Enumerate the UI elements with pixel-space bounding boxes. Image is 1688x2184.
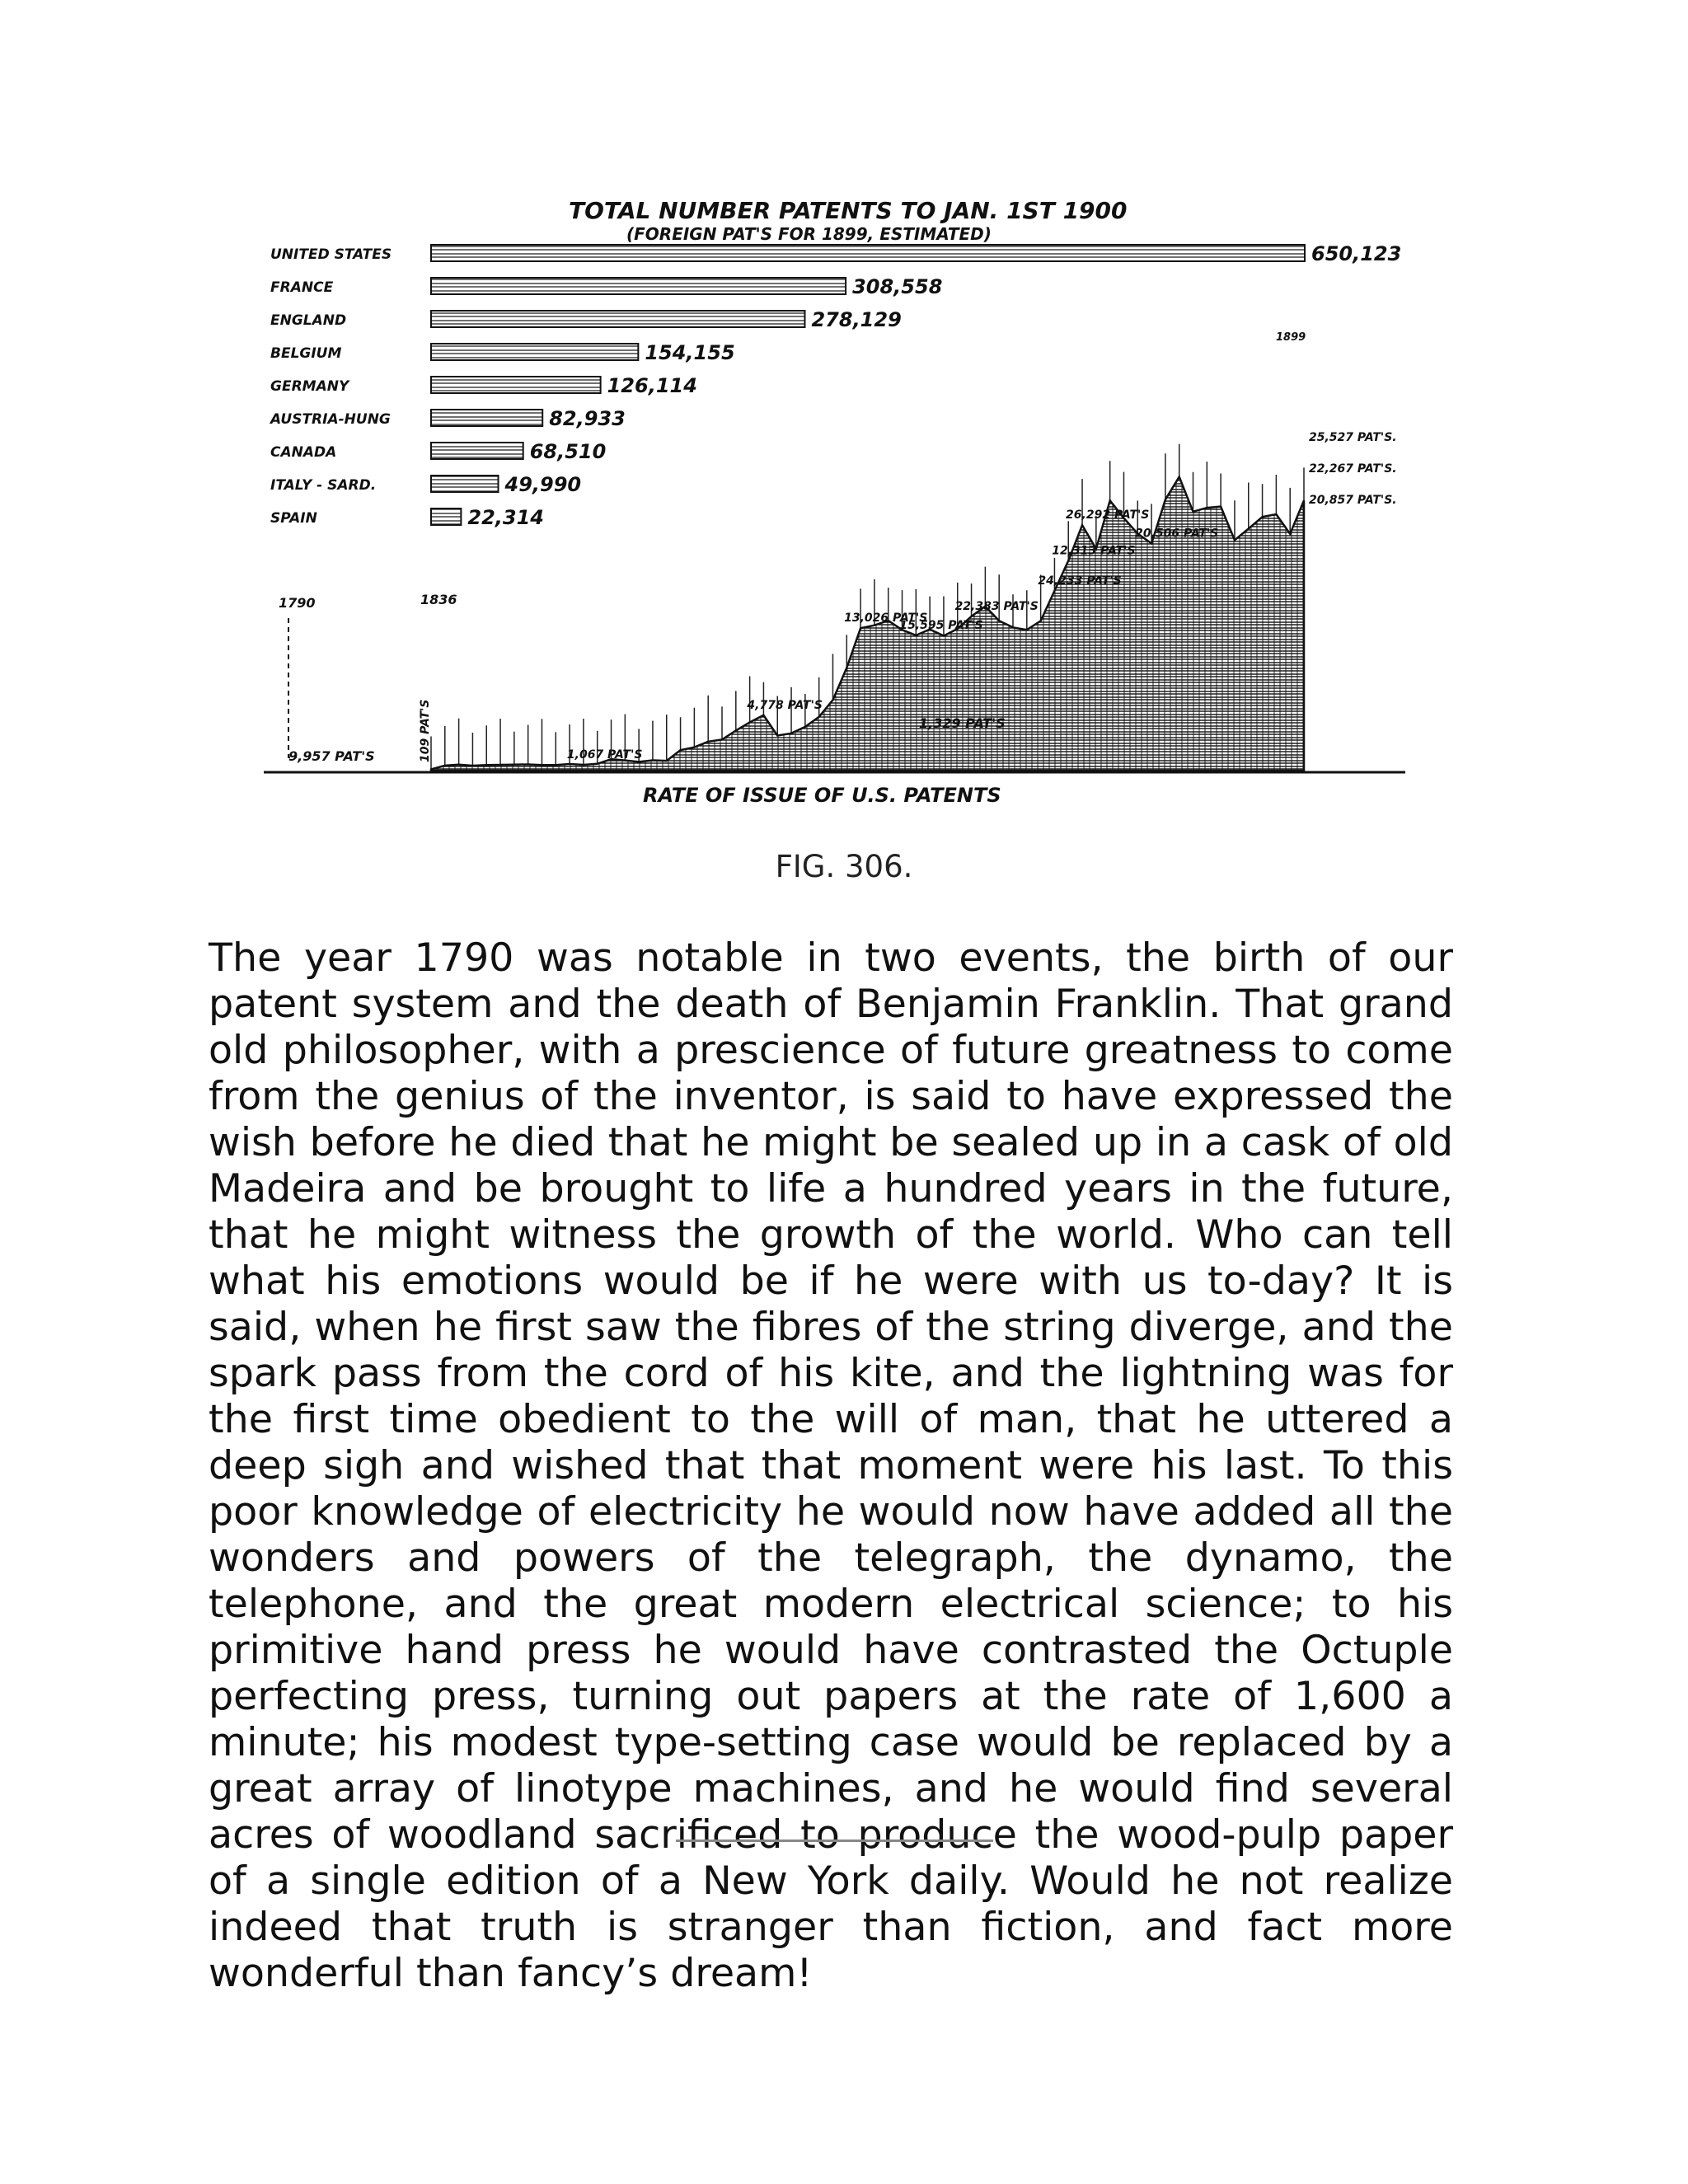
country-bar	[431, 311, 804, 327]
issue-value-label: 20,506 PAT'S	[1135, 527, 1219, 541]
patent-statistics-figure	[264, 194, 1418, 820]
country-label: GERMANY	[270, 378, 349, 395]
country-label: SPAIN	[270, 510, 317, 527]
country-label: ENGLAND	[270, 312, 347, 329]
figure-bottom-label: RATE OF ISSUE OF U.S. PATENTS	[643, 784, 1001, 807]
country-label: ITALY - SARD.	[270, 477, 377, 494]
country-bar	[431, 377, 601, 393]
chart-annotation: 9,957 PAT'S	[288, 748, 375, 764]
country-value-label: 22,314	[467, 506, 545, 529]
rate-of-issue-chart	[264, 331, 1405, 772]
country-bar	[431, 278, 846, 294]
country-bar	[431, 245, 1305, 261]
issue-value-label: 24,233 PAT'S	[1038, 574, 1122, 588]
issue-value-label: 22,383 PAT'S	[954, 599, 1039, 613]
country-label: AUSTRIA-HUNG	[270, 411, 391, 428]
country-value-label: 68,510	[529, 440, 607, 463]
country-bar	[431, 443, 523, 459]
country-value-label: 650,123	[1311, 242, 1402, 265]
country-label: UNITED STATES	[270, 246, 392, 263]
figure-caption: FIG. 306.	[775, 849, 913, 884]
country-bar	[431, 410, 542, 426]
country-label: BELGIUM	[270, 345, 342, 362]
issue-value-label: 26,292 PAT'S	[1066, 509, 1150, 523]
issue-value-label: 25,527 PAT'S.	[1309, 431, 1397, 444]
issue-value-label: 4,778 PAT'S	[747, 698, 823, 712]
figure-title: TOTAL NUMBER PATENTS TO JAN. 1ST 1900	[569, 197, 1128, 224]
chart-annotation: 1790	[279, 595, 316, 611]
country-label: CANADA	[270, 444, 337, 461]
bracket-1790	[288, 618, 297, 757]
chart-annotation: 1899	[1276, 331, 1306, 344]
issue-value-label: 1,067 PAT'S	[566, 748, 643, 762]
chart-annotation: 1836	[420, 592, 457, 607]
country-value-label: 126,114	[607, 374, 697, 397]
country-value-label: 308,558	[852, 275, 943, 298]
issue-value-label: 12,313 PAT'S	[1052, 544, 1136, 558]
issue-value-label: 109 PAT'S	[419, 699, 432, 762]
country-value-label: 154,155	[645, 341, 735, 364]
country-label: FRANCE	[270, 279, 334, 296]
figure-subtitle: (FOREIGN PAT'S FOR 1899, ESTIMATED)	[626, 224, 992, 244]
country-bars	[269, 242, 1401, 529]
issue-value-label: 20,857 PAT'S.	[1309, 494, 1397, 507]
issue-value-label: 13,026 PAT'S	[844, 612, 928, 626]
chart-annotation: 1,329 PAT'S	[919, 715, 1006, 731]
country-value-label: 49,990	[504, 473, 582, 496]
country-bar	[431, 509, 461, 525]
country-bar	[431, 344, 638, 360]
issue-value-label: 22,267 PAT'S.	[1309, 462, 1397, 476]
country-bar	[431, 476, 499, 492]
country-value-label: 278,129	[811, 308, 902, 331]
body-paragraph: The year 1790 was notable in two events, the birth of our patent system and the death of Benjamin Franklin. That grand old philosopher, with a prescience of future greatness to come from the genius of the inventor, is said to have expressed the wish before he died that he might be sealed up in a cask of old Madeira and be brought to life a hundred years in the future, that he might witness the growth of the world. Who can tell what his emotions would be if he were with us to-day? It is said, when he first saw the fibres of the string diverge, and the spark pass from the cord of his kite, and the lightning was for the first time obedient to the will of man, that he uttered a deep sigh and wished that that moment were his last. To this poor knowledge of electricity he would now have added all the wonders and powers of the telegraph, the dynamo, the telephone, and the great modern electrical science; to his primitive hand press he would have contrasted the Octuple perfecting press, turning out papers at the rate of 1,600 a minute; his modest type-setting case would be replaced by a great array of linotype machines, and he would find several acres of woodland sacrificed to produce the wood-pulp paper of a single edition of a New York daily. Would he not realize indeed that truth is stranger than fiction, and fact more wonderful than fancy’s dream!	[209, 935, 1453, 1996]
issue-value-label: 15,595 PAT'S	[899, 618, 983, 632]
section-divider	[676, 1840, 993, 1842]
country-value-label: 82,933	[549, 407, 626, 430]
